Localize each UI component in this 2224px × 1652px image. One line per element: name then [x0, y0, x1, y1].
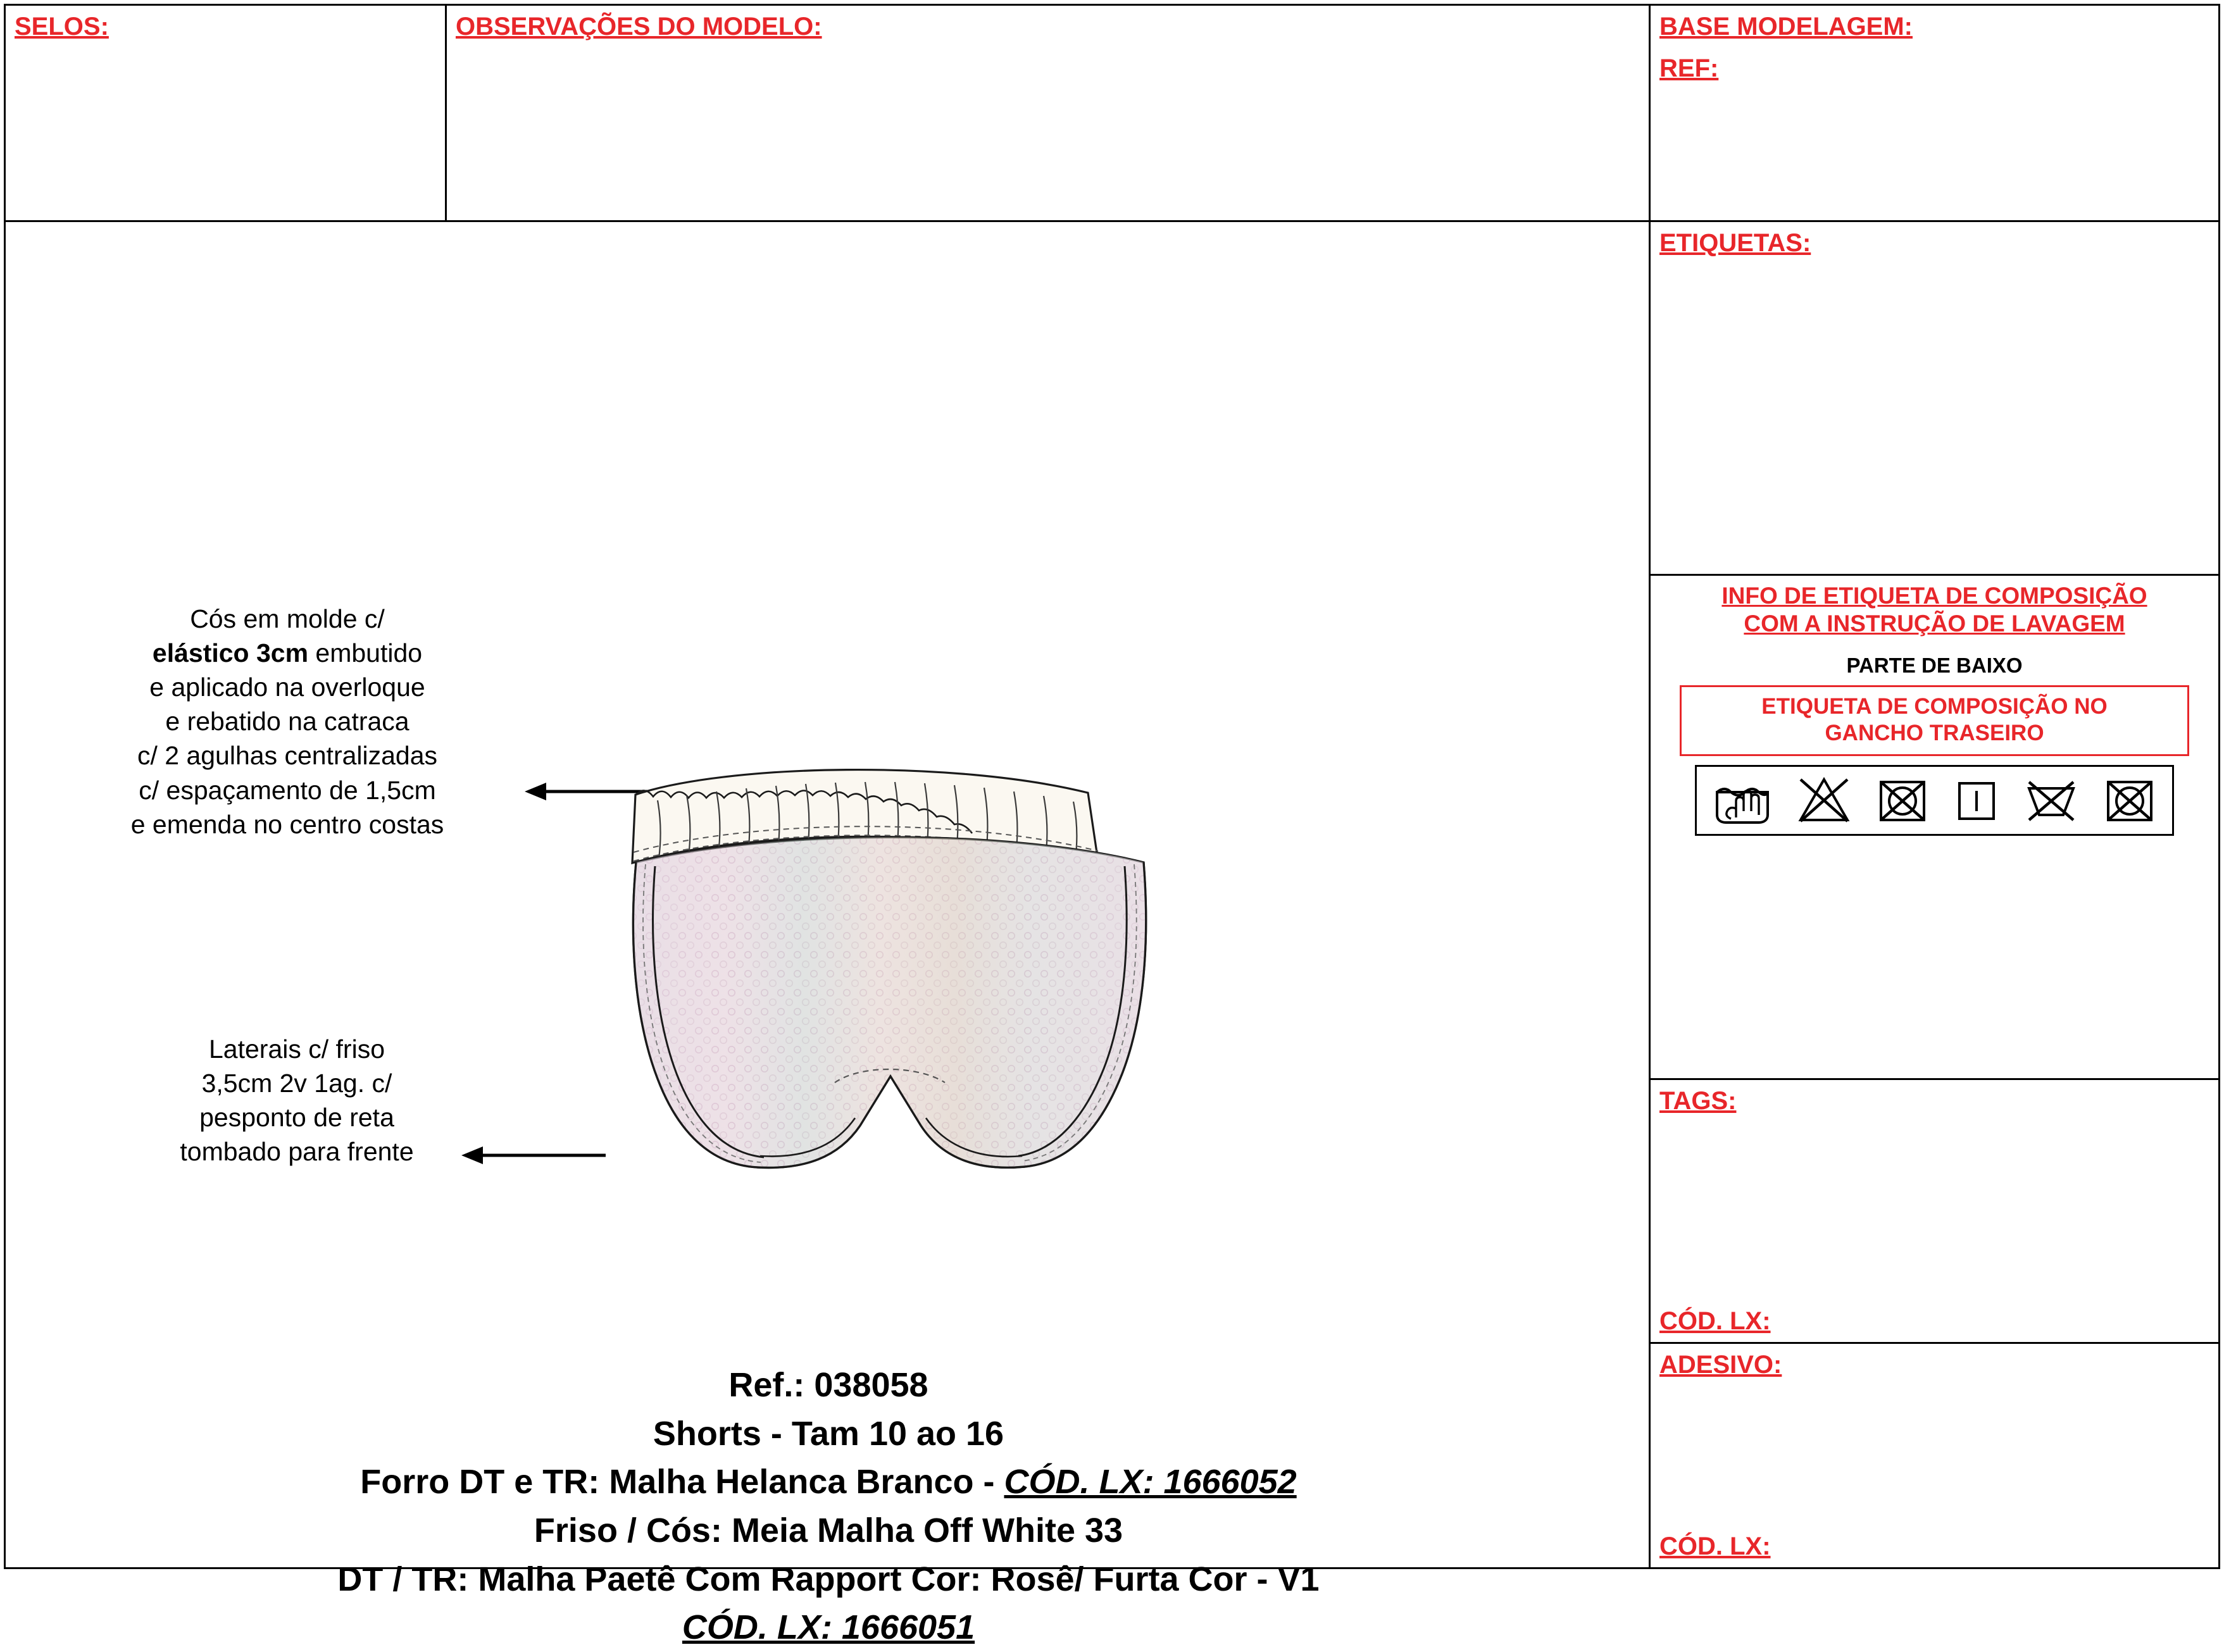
info-composicao-cell — [1649, 574, 2220, 1080]
adesivo-cod-lx-label: CÓD. LX: — [1659, 1532, 1771, 1560]
note-waistband-l7: e emenda no centro costas — [130, 809, 444, 839]
adesivo-cell — [1649, 1342, 2220, 1569]
parte-de-baixo-label: PARTE DE BAIXO — [1846, 654, 2023, 678]
tags-label: TAGS: — [1659, 1087, 1737, 1115]
spec-size: Shorts - Tam 10 ao 16 — [653, 1414, 1004, 1453]
observacoes-cell — [445, 4, 1651, 222]
spec-lining-code: CÓD. LX: 1666052 — [1004, 1463, 1297, 1501]
note-side-l1: Laterais c/ friso — [209, 1034, 385, 1064]
do-not-tumble-dry-icon — [1877, 776, 1928, 825]
note-side — [126, 1032, 468, 1169]
note-waistband-l6: c/ espaçamento de 1,5cm — [139, 775, 436, 805]
do-not-bleach-icon — [1797, 776, 1851, 825]
info-composicao-line2: COM A INSTRUÇÃO DE LAVAGEM — [1744, 610, 2125, 637]
shorts-body-group — [633, 837, 1146, 1167]
note-side-l3: pesponto de reta — [199, 1103, 394, 1133]
note-waistband-l3: e aplicado na overloque — [149, 673, 425, 702]
base-modelagem-cell — [1649, 4, 2220, 222]
note-waistband-bold: elástico 3cm — [152, 638, 309, 668]
note-waistband-l2: embutido — [308, 638, 423, 668]
selos-cell — [4, 4, 447, 222]
etiquetas-label: ETIQUETAS: — [1659, 229, 1811, 257]
spec-fabric-code: CÓD. LX: 1666051 — [682, 1608, 975, 1647]
note-waistband-l1: Cós em molde c/ — [190, 604, 385, 633]
etiqueta-box-line2: GANCHO TRASEIRO — [1825, 721, 2044, 746]
main-drawing-cell — [4, 220, 1651, 1647]
do-not-dry-clean-icon — [2024, 776, 2078, 825]
selos-label: SELOS: — [15, 13, 109, 40]
iron-low-icon — [1954, 776, 1999, 825]
note-side-l2: 3,5cm 2v 1ag. c/ — [201, 1069, 392, 1098]
tags-cod-lx-label: CÓD. LX: — [1659, 1307, 1771, 1335]
hand-wash-icon — [1713, 776, 1771, 825]
note-side-l4: tombado para frente — [180, 1137, 414, 1167]
etiqueta-box-line1: ETIQUETA DE COMPOSIÇÃO NO — [1761, 694, 2108, 719]
note-waistband — [66, 602, 509, 842]
spec-ref: Ref.: 038058 — [728, 1366, 928, 1404]
info-composicao-line1: INFO DE ETIQUETA DE COMPOSIÇÃO — [1721, 583, 2147, 609]
etiqueta-composicao-box — [1680, 685, 2189, 756]
shorts-technical-drawing — [563, 703, 1246, 1348]
do-not-wring-icon — [2104, 776, 2156, 825]
ref-label: REF: — [1659, 54, 1719, 82]
observacoes-label: OBSERVAÇÕES DO MODELO: — [456, 13, 822, 40]
etiquetas-cell — [1649, 220, 2220, 576]
tags-cell — [1649, 1078, 2220, 1344]
spec-fabric: DT / TR: Malha Paetê Com Rapport Cor: Rosê/ Furta Cor - V1 — [337, 1560, 1320, 1598]
note-waistband-l4: e rebatido na catraca — [165, 707, 409, 736]
base-modelagem-label: BASE MODELAGEM: — [1659, 13, 1913, 40]
spec-lining — [82, 1458, 1575, 1506]
care-symbols-row — [1695, 765, 2174, 836]
adesivo-label: ADESIVO: — [1659, 1351, 1782, 1379]
spec-lining-text: Forro DT e TR: Malha Helanca Branco - — [360, 1463, 1004, 1501]
info-composicao-title — [1651, 576, 2218, 637]
spec-friso: Friso / Cós: Meia Malha Off White 33 — [534, 1512, 1123, 1550]
note-waistband-l5: c/ 2 agulhas centralizadas — [137, 741, 438, 771]
spec-text-block — [82, 1361, 1575, 1652]
